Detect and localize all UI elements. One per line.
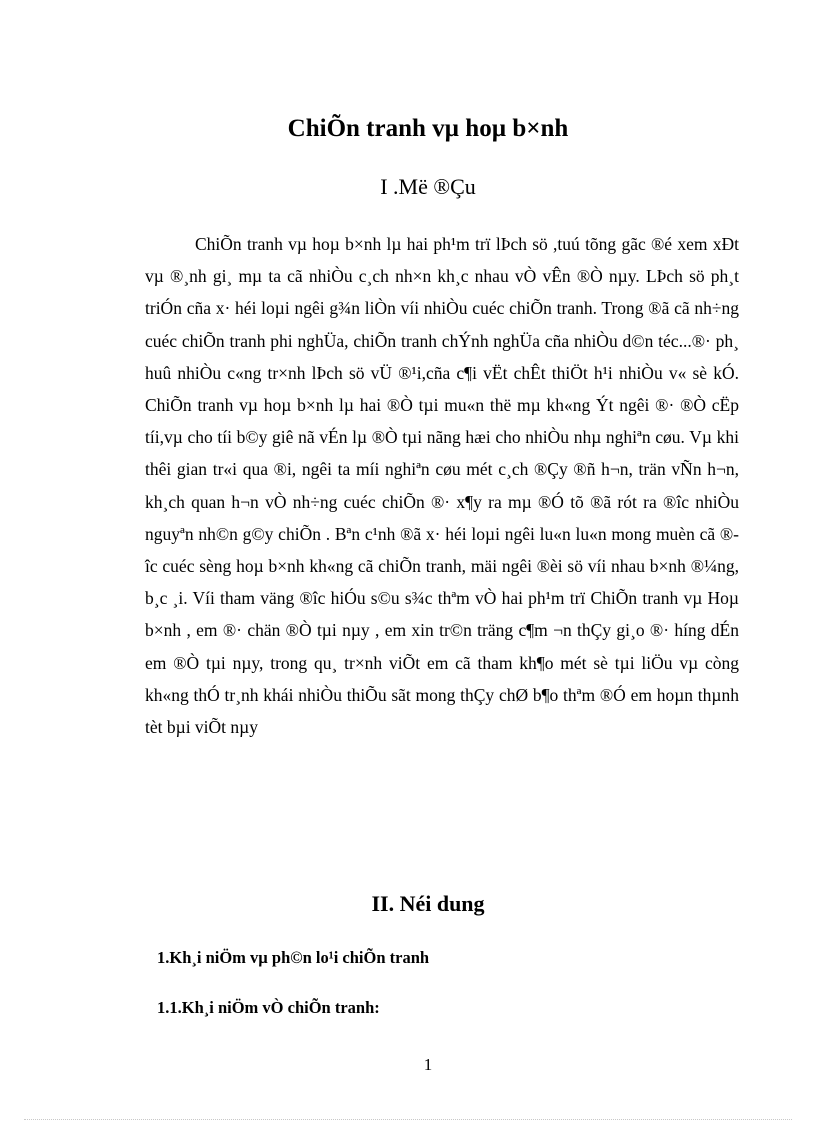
content-heading: II. Néi dung	[371, 891, 485, 916]
intro-heading: I .Më ®Çu	[380, 174, 476, 199]
document-title: ChiÕn tranh vµ hoµ b×nh	[287, 115, 569, 142]
page-number: 1	[423, 1055, 433, 1074]
page-bottom-divider	[24, 1119, 792, 1120]
intro-paragraph: ChiÕn tranh vµ hoµ b×nh lµ hai ph¹m trï lÞch sö ,tuú tõng gãc ®é xem xÐt vµ ®¸nh gi¸ mµ ta cã nhiÒu c¸ch nh×n kh¸c nhau vÒ vÊn ®Ò nµy. LÞch sö ph¸t triÓn cña x· héi loµi ngêi g¾n liÒn víi nhiÒu cuéc chiÕn tranh. Trong ®ã cã nh÷ng cuéc chiÕn tranh phi nghÜa, chiÕn tranh chÝnh nghÜa cña nhiÒu d©n téc...®· ph¸ huû nhiÒu c«ng tr×nh lÞch sö vÜ ®¹i,cña c¶i vËt chÊt thiÖt h¹i nhiÒu v« sè kÓ. ChiÕn tranh vµ hoµ b×nh lµ hai ®Ò tµi mu«n thë mµ kh«ng Ýt ngêi ®· ®Ò cËp tíi,vµ cho tíi b©y giê nã vÉn lµ ®Ò tµi nãng hæi cho nhiÒu nhµ nghiªn cøu. Vµ khi thêi gian tr«i qua ®i, ngêi ta míi nghiªn cøu mét c¸ch ®Çy ®ñ h¬n, trän vÑn h¬n, kh¸ch quan h¬n vÒ nh÷ng cuéc chiÕn ®· x¶y ra mµ ®Ó tõ ®ã rót ra ®îc nhiÒu nguyªn nh©n g©y chiÕn . Bªn c¹nh ®ã x· héi loµi ngêi lu«n lu«n mong muèn cã ®îc cuéc sèng hoµ b×nh kh«ng cã chiÕn tranh, mäi ngêi ®èi sö víi nhau b×nh ®¼ng, b¸c ¸i. Víi tham väng ®îc hiÓu s©u s¾c thªm vÒ hai ph¹m trï ChiÕn tranh vµ Hoµ b×nh , em ®· chän ®Ò tµi nµy , em xin tr©n träng c¶m ¬n thÇy gi¸o ®· híng dÉn em ®Ò tµi nµy, trong qu¸ tr×nh viÕt em cã tham kh¶o mét sè tµi liÖu vµ còng kh«ng thÓ tr¸nh khái nhiÒu thiÕu sãt mong thÇy chØ b¶o thªm ®Ó em hoµn thµnh tèt bµi viÕt nµy	[145, 234, 739, 738]
subheading-definition-of-war: 1.1.Kh¸i niÖm vÒ chiÕn tranh:	[157, 998, 380, 1017]
subheading-definition-and-classification: 1.Kh¸i niÖm vµ ph©n lo¹i chiÕn tranh	[157, 948, 430, 967]
